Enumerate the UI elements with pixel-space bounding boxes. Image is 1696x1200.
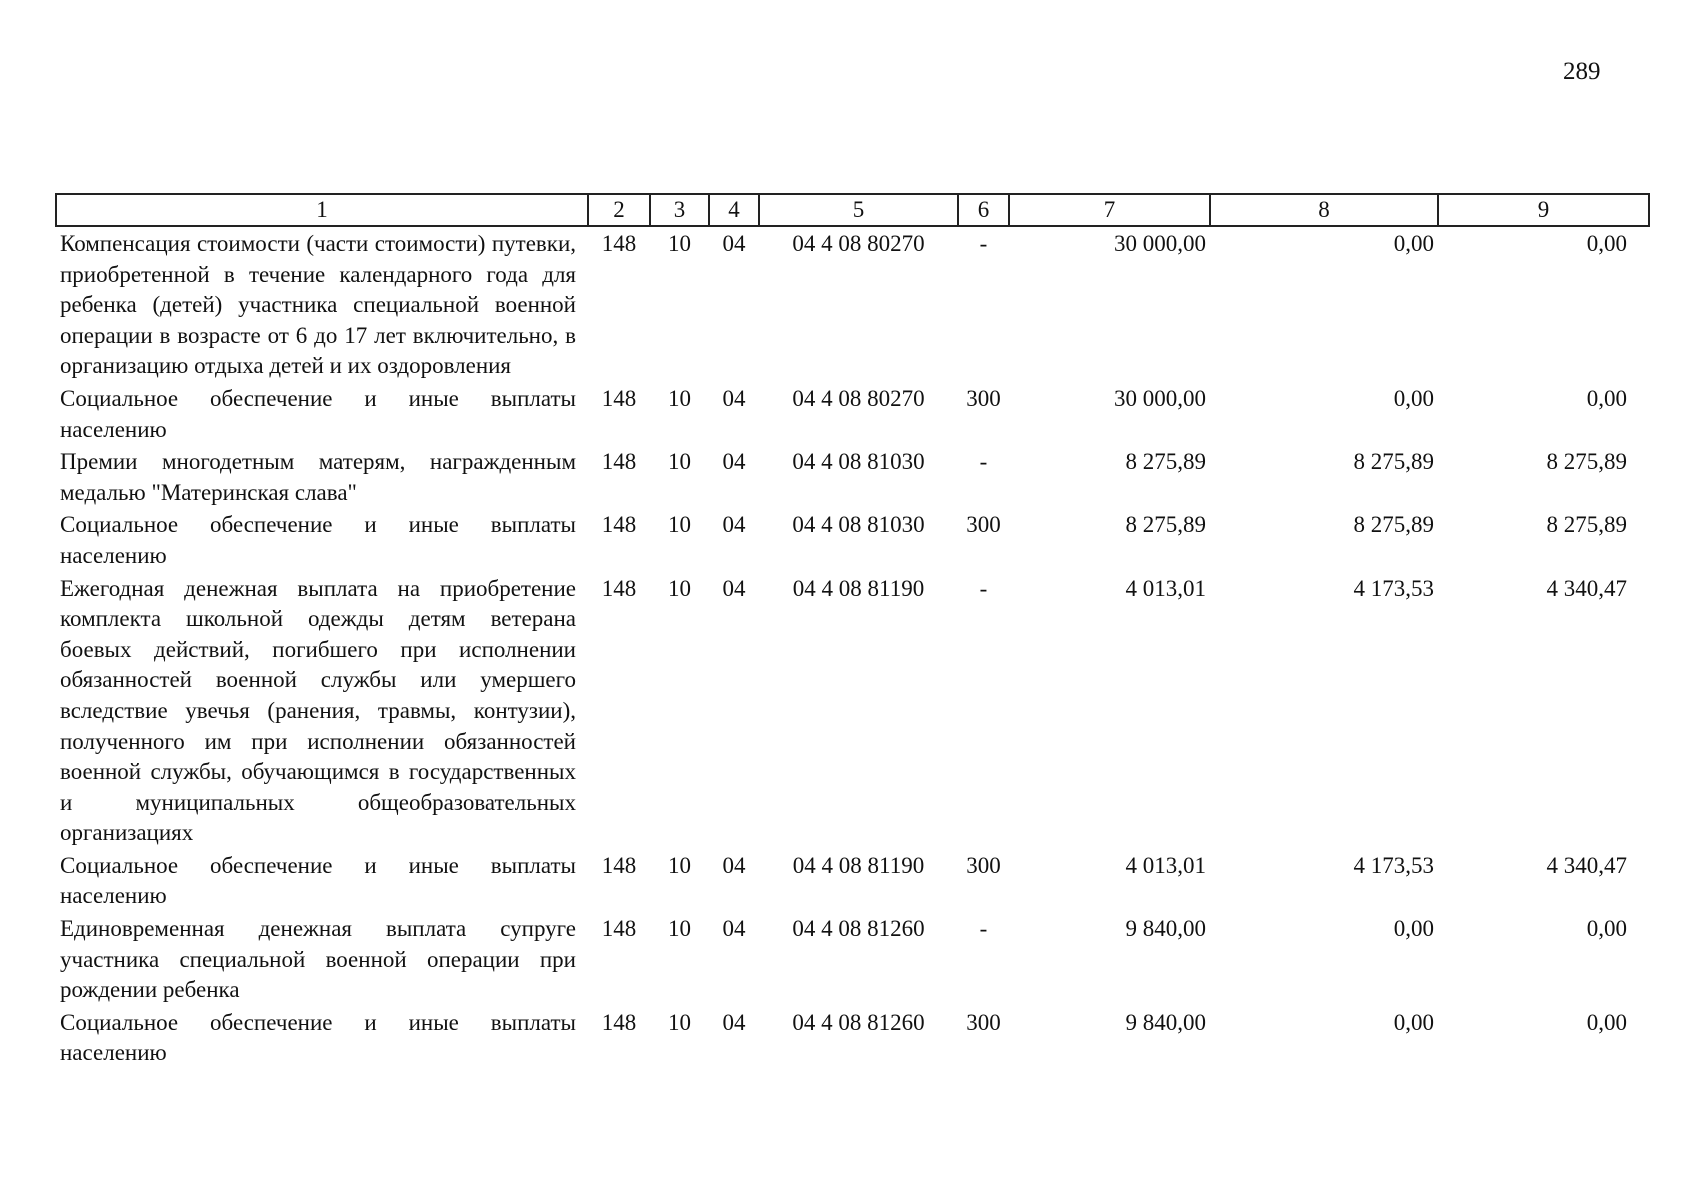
row-target-code: 04 4 08 81030 [792, 512, 925, 538]
row-expense-type: - [979, 231, 988, 256]
row-name: Компенсация стоимости (части стоимости) путевки, приобретенной в течение календарного года для ребенка (детей) участника специальной военной операции в возрасте от 6 до 17 лет включительно, в организацию отдыха детей и их оздоровления [60, 231, 576, 379]
row-amount-7: 8 275,89 [1125, 512, 1206, 538]
row-amount-9: 4 340,47 [1546, 852, 1627, 878]
row-subsection: 04 [722, 385, 746, 411]
row-admin-code: 148 [601, 385, 637, 411]
table-row [56, 912, 1649, 1006]
header-cell-3: 3 [650, 194, 709, 226]
row-amount-7: 9 840,00 [1125, 916, 1206, 942]
row-section: 10 [668, 575, 691, 601]
table-row [56, 1006, 1649, 1069]
row-section: 10 [668, 852, 691, 878]
row-amount-9: 0,00 [1586, 231, 1627, 256]
row-target-code: 04 4 08 81030 [792, 449, 925, 475]
row-section: 10 [668, 385, 691, 411]
row-amount-8: 0,00 [1393, 916, 1434, 942]
row-expense-type: 300 [966, 852, 1001, 878]
row-admin-code: 148 [601, 1009, 637, 1035]
row-admin-code: 148 [601, 512, 637, 538]
row-amount-7: 30 000,00 [1114, 231, 1206, 256]
row-amount-8: 8 275,89 [1353, 512, 1434, 538]
row-subsection: 04 [722, 916, 746, 942]
row-section: 10 [668, 231, 691, 256]
header-cell-6: 6 [958, 194, 1009, 226]
budget-table [55, 193, 1650, 1069]
row-name: Социальное обеспечение и иные выплаты населению [60, 385, 576, 442]
header-cell-5: 5 [759, 194, 958, 226]
table-row [56, 508, 1649, 571]
row-amount-8: 8 275,89 [1353, 449, 1434, 475]
table-row [56, 226, 1649, 382]
row-target-code: 04 4 08 80270 [792, 231, 925, 256]
row-expense-type: 300 [966, 1009, 1001, 1035]
row-expense-type: 300 [966, 385, 1001, 411]
row-subsection: 04 [722, 852, 746, 878]
row-amount-8: 4 173,53 [1353, 575, 1434, 601]
row-amount-8: 4 173,53 [1353, 852, 1434, 878]
row-name: Социальное обеспечение и иные выплаты населению [60, 512, 576, 568]
row-target-code: 04 4 08 81260 [792, 916, 925, 942]
row-amount-9: 0,00 [1586, 916, 1627, 942]
row-amount-9: 0,00 [1586, 1009, 1627, 1035]
row-amount-9: 8 275,89 [1546, 512, 1627, 538]
row-admin-code: 148 [601, 449, 637, 475]
row-section: 10 [668, 449, 691, 475]
row-amount-7: 4 013,01 [1125, 852, 1206, 878]
row-subsection: 04 [722, 231, 746, 256]
row-amount-8: 0,00 [1393, 385, 1434, 411]
row-subsection: 04 [722, 1009, 746, 1035]
row-target-code: 04 4 08 80270 [792, 385, 925, 411]
row-admin-code: 148 [601, 852, 637, 878]
row-amount-7: 8 275,89 [1125, 449, 1206, 475]
row-amount-9: 4 340,47 [1546, 575, 1627, 601]
row-amount-8: 0,00 [1393, 231, 1434, 256]
table-row [56, 445, 1649, 508]
row-subsection: 04 [722, 575, 746, 601]
row-amount-7: 30 000,00 [1114, 385, 1206, 411]
row-expense-type: 300 [966, 512, 1001, 538]
header-cell-9: 9 [1438, 194, 1649, 226]
row-admin-code: 148 [601, 916, 637, 942]
header-cell-8: 8 [1210, 194, 1438, 226]
header-cell-4: 4 [709, 194, 759, 226]
row-amount-7: 9 840,00 [1125, 1009, 1206, 1035]
row-section: 10 [668, 916, 691, 942]
row-section: 10 [668, 1009, 691, 1035]
table-row [56, 382, 1649, 445]
row-section: 10 [668, 512, 691, 538]
row-name: Премии многодетным матерям, награжденным медалью "Материнская слава" [60, 449, 576, 505]
row-amount-8: 0,00 [1393, 1009, 1434, 1035]
row-admin-code: 148 [601, 231, 637, 256]
row-expense-type: - [979, 449, 988, 475]
row-amount-7: 4 013,01 [1125, 575, 1206, 601]
row-target-code: 04 4 08 81190 [792, 575, 925, 601]
row-amount-9: 8 275,89 [1546, 449, 1627, 475]
row-amount-9: 0,00 [1586, 385, 1627, 411]
table-row [56, 572, 1649, 849]
row-expense-type: - [979, 916, 988, 942]
header-cell-1: 1 [56, 194, 588, 226]
header-cell-2: 2 [588, 194, 650, 226]
row-name: Единовременная денежная выплата супруге участника специальной военной операции при рождении ребенка [60, 916, 576, 1003]
row-target-code: 04 4 08 81190 [792, 852, 925, 878]
row-expense-type: - [979, 575, 988, 601]
row-target-code: 04 4 08 81260 [792, 1009, 925, 1035]
header-row [56, 194, 1649, 226]
header-cell-7: 7 [1009, 194, 1210, 226]
table-row [56, 849, 1649, 912]
page-number: 289 [1563, 58, 1601, 85]
row-name: Ежегодная денежная выплата на приобретение комплекта школьной одежды детям ветерана боевых действий, погибшего при исполнении обязанностей военной службы или умершего вследствие увечья (ранения, травмы, контузии), полученного им при исполнении обязанностей военной службы, обучающимся в государственных и муниципальных общеобразовательных организациях [60, 575, 576, 846]
row-subsection: 04 [722, 449, 746, 475]
row-name: Социальное обеспечение и иные выплаты населению [60, 1009, 576, 1066]
row-subsection: 04 [722, 512, 746, 538]
row-admin-code: 148 [601, 575, 637, 601]
row-name: Социальное обеспечение и иные выплаты населению [60, 852, 576, 909]
